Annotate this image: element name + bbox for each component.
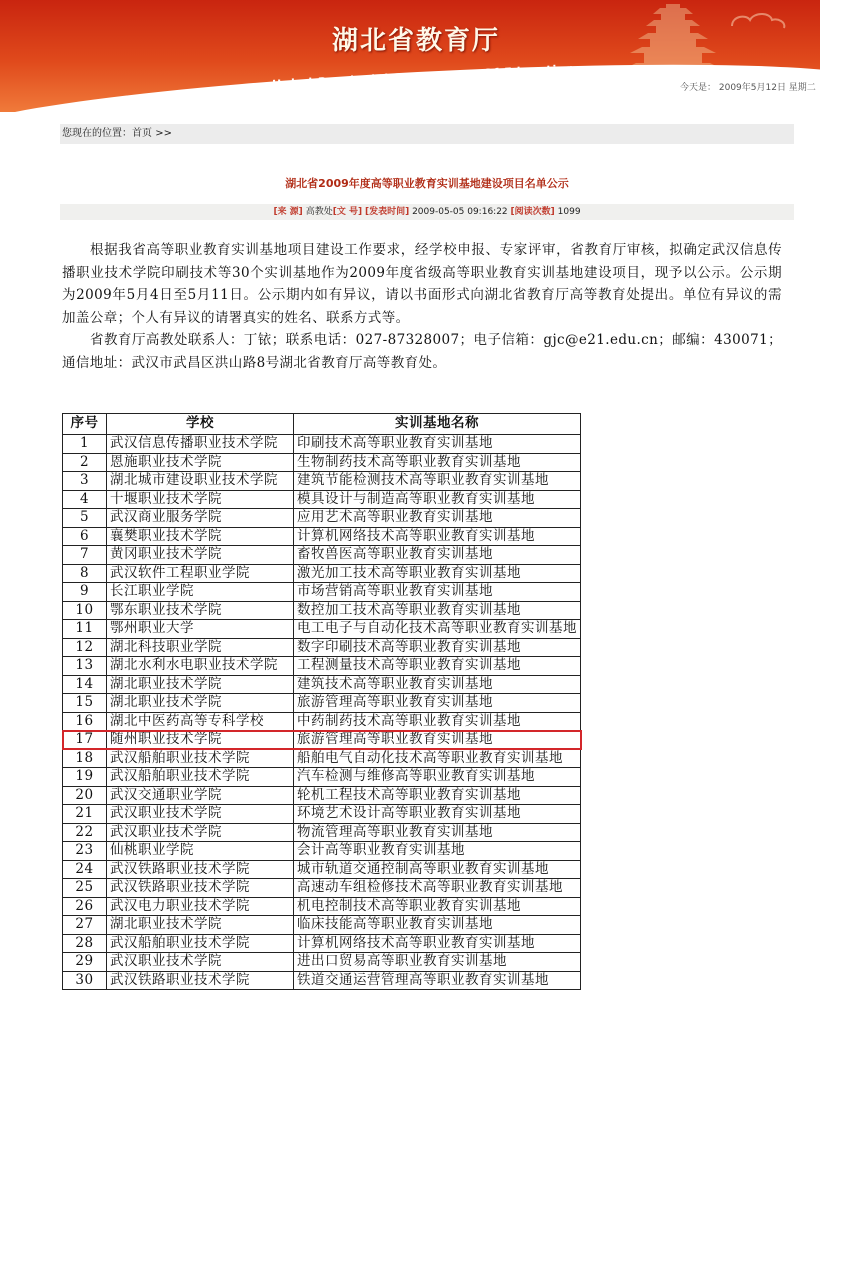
table-row [63,527,581,546]
table-row [63,472,581,491]
row-base-name: 数控加工技术高等职业教育实训基地 [294,601,581,620]
row-index: 17 [63,731,107,750]
table-row [63,768,581,787]
breadcrumb-arrows: >> [155,128,172,139]
row-base-name: 生物制药技术高等职业教育实训基地 [294,453,581,472]
row-school: 仙桃职业学院 [107,842,294,861]
row-base-name: 物流管理高等职业教育实训基地 [294,823,581,842]
row-index: 12 [63,638,107,657]
table-row [63,601,581,620]
row-base-name: 畜牧兽医高等职业教育实训基地 [294,546,581,565]
breadcrumb-label: 您现在的位置： [62,128,132,139]
table-row [63,638,581,657]
row-index: 22 [63,823,107,842]
row-school: 武汉信息传播职业技术学院 [107,435,294,454]
row-school: 鄂东职业技术学院 [107,601,294,620]
article-paragraph: 根据我省高等职业教育实训基地项目建设工作要求，经学校申报、专家评审，省教育厅审核，拟确定武汉信息传播职业技术学院印刷技术等30个实训基地作为2009年度省级高等职业教育实训基地建设项目，现予以公示。公示期为2009年5月4日至5月11日。公示期内如有异议，请以书面形式向湖北省教育厅高等教育处提出。单位有异议的需加盖公章；个人有异议的请署真实的姓名、联系方式等。 [62,242,782,326]
row-index: 6 [63,527,107,546]
row-base-name: 模具设计与制造高等职业教育实训基地 [294,490,581,509]
row-school: 湖北职业技术学院 [107,675,294,694]
table-row [63,916,581,935]
table-row [63,490,581,509]
breadcrumb-home-link[interactable]: 首页 [132,128,152,139]
row-index: 7 [63,546,107,565]
table-row [63,934,581,953]
table-row [63,749,581,768]
row-school: 武汉软件工程职业学院 [107,564,294,583]
header-banner [0,0,820,112]
table-row [63,675,581,694]
table-row [63,823,581,842]
table-row [63,731,581,750]
header-base-name: 实训基地名称 [294,414,581,435]
row-index: 3 [63,472,107,491]
row-school: 武汉交通职业学院 [107,786,294,805]
row-school: 武汉船舶职业技术学院 [107,749,294,768]
row-school: 十堰职业技术学院 [107,490,294,509]
table-header-row [63,414,581,435]
table-row [63,546,581,565]
row-base-name: 建筑节能检测技术高等职业教育实训基地 [294,472,581,491]
row-index: 30 [63,971,107,990]
row-base-name: 激光加工技术高等职业教育实训基地 [294,564,581,583]
table-row [63,786,581,805]
table-row [63,453,581,472]
row-base-name: 机电控制技术高等职业教育实训基地 [294,897,581,916]
row-base-name: 高速动车组检修技术高等职业教育实训基地 [294,879,581,898]
row-base-name: 轮机工程技术高等职业教育实训基地 [294,786,581,805]
row-school: 武汉商业服务学院 [107,509,294,528]
row-index: 21 [63,805,107,824]
row-index: 2 [63,453,107,472]
site-subtitle: Hubei Provincial Department Of Education [271,62,576,91]
table-row [63,879,581,898]
breadcrumb [60,124,794,144]
meta-time-label: [发表时间] [364,207,410,217]
header-school: 学校 [107,414,294,435]
contact-paragraph: 省教育厅高教处联系人：丁铱；联系电话：027-87328007；电子信箱：gjc@e21.edu.cn；邮编：430071；通信地址：武汉市武昌区洪山路8号湖北省教育厅高等教育处。 [62,332,782,371]
table-row [63,657,581,676]
row-school: 襄樊职业技术学院 [107,527,294,546]
header-index: 序号 [63,414,107,435]
row-base-name: 市场营销高等职业教育实训基地 [294,583,581,602]
row-index: 29 [63,953,107,972]
meta-views-label: [阅读次数] [510,207,555,217]
meta-source-label: [来 源] [273,207,303,217]
row-index: 13 [63,657,107,676]
row-school: 武汉铁路职业技术学院 [107,971,294,990]
table-row [63,805,581,824]
row-base-name: 印刷技术高等职业教育实训基地 [294,435,581,454]
row-index: 10 [63,601,107,620]
table-row [63,971,581,990]
row-index: 20 [63,786,107,805]
row-base-name: 旅游管理高等职业教育实训基地 [294,731,581,750]
meta-source-value: 高教处 [305,207,333,217]
row-index: 14 [63,675,107,694]
article-meta-bar [60,204,794,220]
table-row [63,842,581,861]
row-school: 武汉铁路职业技术学院 [107,879,294,898]
row-index: 4 [63,490,107,509]
row-school: 武汉铁路职业技术学院 [107,860,294,879]
table-row [63,583,581,602]
row-school: 湖北科技职业学院 [107,638,294,657]
row-base-name: 应用艺术高等职业教育实训基地 [294,509,581,528]
table-row [63,860,581,879]
row-base-name: 计算机网络技术高等职业教育实训基地 [294,527,581,546]
row-school: 随州职业技术学院 [107,731,294,750]
row-index: 23 [63,842,107,861]
row-index: 9 [63,583,107,602]
row-school: 武汉电力职业技术学院 [107,897,294,916]
meta-time-value: 2009-05-05 09:16:22 [412,207,508,217]
row-index: 8 [63,564,107,583]
row-base-name: 会计高等职业教育实训基地 [294,842,581,861]
cloud-ornament-icon [728,8,788,32]
row-school: 鄂州职业大学 [107,620,294,639]
row-base-name: 建筑技术高等职业教育实训基地 [294,675,581,694]
row-index: 19 [63,768,107,787]
row-school: 湖北职业技术学院 [107,916,294,935]
table-row [63,509,581,528]
row-base-name: 环境艺术设计高等职业教育实训基地 [294,805,581,824]
table-row [63,435,581,454]
project-list-table [62,413,581,990]
table-body [63,435,581,990]
row-school: 湖北水利水电职业技术学院 [107,657,294,676]
row-index: 28 [63,934,107,953]
row-base-name: 汽车检测与维修高等职业教育实训基地 [294,768,581,787]
row-index: 11 [63,620,107,639]
row-base-name: 进出口贸易高等职业教育实训基地 [294,953,581,972]
row-base-name: 临床技能高等职业教育实训基地 [294,916,581,935]
row-index: 15 [63,694,107,713]
row-school: 恩施职业技术学院 [107,453,294,472]
row-index: 16 [63,712,107,731]
row-school: 武汉职业技术学院 [107,823,294,842]
article-title: 湖北省2009年度高等职业教育实训基地建设项目名单公示 [285,177,569,190]
meta-views-value: 1099 [557,207,581,217]
table-row [63,897,581,916]
row-index: 1 [63,435,107,454]
table-row [63,620,581,639]
row-school: 湖北职业技术学院 [107,694,294,713]
meta-number-label: [文 号] [332,207,363,217]
row-school: 武汉船舶职业技术学院 [107,768,294,787]
row-base-name: 计算机网络技术高等职业教育实训基地 [294,934,581,953]
table-row [63,564,581,583]
row-school: 黄冈职业技术学院 [107,546,294,565]
table-row [63,694,581,713]
row-school: 湖北中医药高等专科学校 [107,712,294,731]
row-school: 长江职业学院 [107,583,294,602]
row-index: 24 [63,860,107,879]
row-base-name: 电工电子与自动化技术高等职业教育实训基地 [294,620,581,639]
row-base-name: 数字印刷技术高等职业教育实训基地 [294,638,581,657]
row-base-name: 中药制药技术高等职业教育实训基地 [294,712,581,731]
row-index: 26 [63,897,107,916]
row-base-name: 铁道交通运营管理高等职业教育实训基地 [294,971,581,990]
date-line: 今天是： 2009年5月12日 星期二 [680,83,816,93]
table-row [63,953,581,972]
row-base-name: 旅游管理高等职业教育实训基地 [294,694,581,713]
article-body [62,239,782,375]
row-school: 武汉船舶职业技术学院 [107,934,294,953]
row-index: 5 [63,509,107,528]
site-title: 湖北省教育厅 [332,26,501,56]
row-index: 25 [63,879,107,898]
row-base-name: 城市轨道交通控制高等职业教育实训基地 [294,860,581,879]
row-school: 武汉职业技术学院 [107,805,294,824]
row-index: 27 [63,916,107,935]
row-index: 18 [63,749,107,768]
table-row [63,712,581,731]
row-base-name: 船舶电气自动化技术高等职业教育实训基地 [294,749,581,768]
row-school: 湖北城市建设职业技术学院 [107,472,294,491]
row-base-name: 工程测量技术高等职业教育实训基地 [294,657,581,676]
row-school: 武汉职业技术学院 [107,953,294,972]
